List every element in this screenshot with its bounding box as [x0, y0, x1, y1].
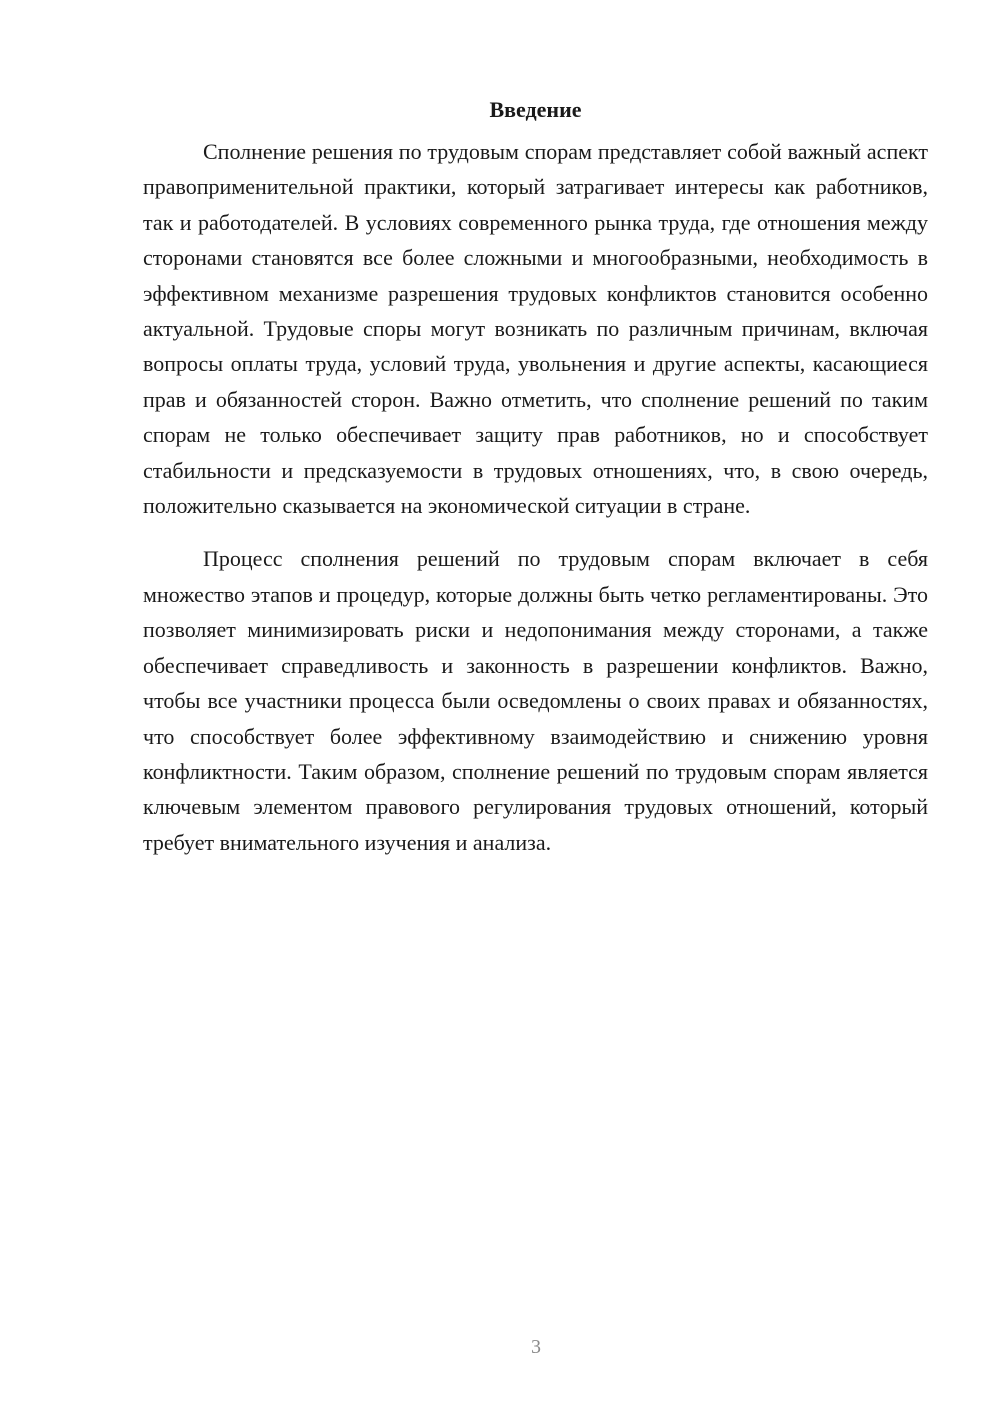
paragraph-2: Процесс сполнения решений по трудовым спорам включает в себя множество этапов и процедур, которые должны быть четко регламентированы. Это позволяет минимизировать риски и недопонимания между сторонами, а также обеспечивает справедливость и законность в разрешении конфликтов. Важно, чтобы все участники процесса были осведомлены о своих правах и обязанностях, что способствует более эффективному взаимодействию и снижению уровня конфликтности. Таким образом, сполнение решений по трудовым спорам является ключевым элементом правового регулирования трудовых отношений, который требует внимательного изучения и анализа. [143, 546, 928, 855]
paragraph-1: Сполнение решения по трудовым спорам представляет собой важный аспект правоприменительной практики, который затрагивает интересы как работников, так и работодателей. В условиях современного рынка труда, где отношения между сторонами становятся все более сложными и многообразными, необходимость в эффективном механизме разрешения трудовых конфликтов становится особенно актуальной. Трудовые споры могут возникать по различным причинам, включая вопросы оплаты труда, условий труда, увольнения и другие аспекты, касающиеся прав и обязанностей сторон. Важно отметить, что сполнение решений по таким спорам не только обеспечивает защиту прав работников, но и способствует стабильности и предсказуемости в трудовых отношениях, что, в свою очередь, положительно сказывается на экономической ситуации в стране. [143, 139, 928, 519]
text-block [143, 92, 928, 860]
page-number: 3 [531, 1336, 541, 1358]
section-heading: Введение [489, 97, 582, 122]
